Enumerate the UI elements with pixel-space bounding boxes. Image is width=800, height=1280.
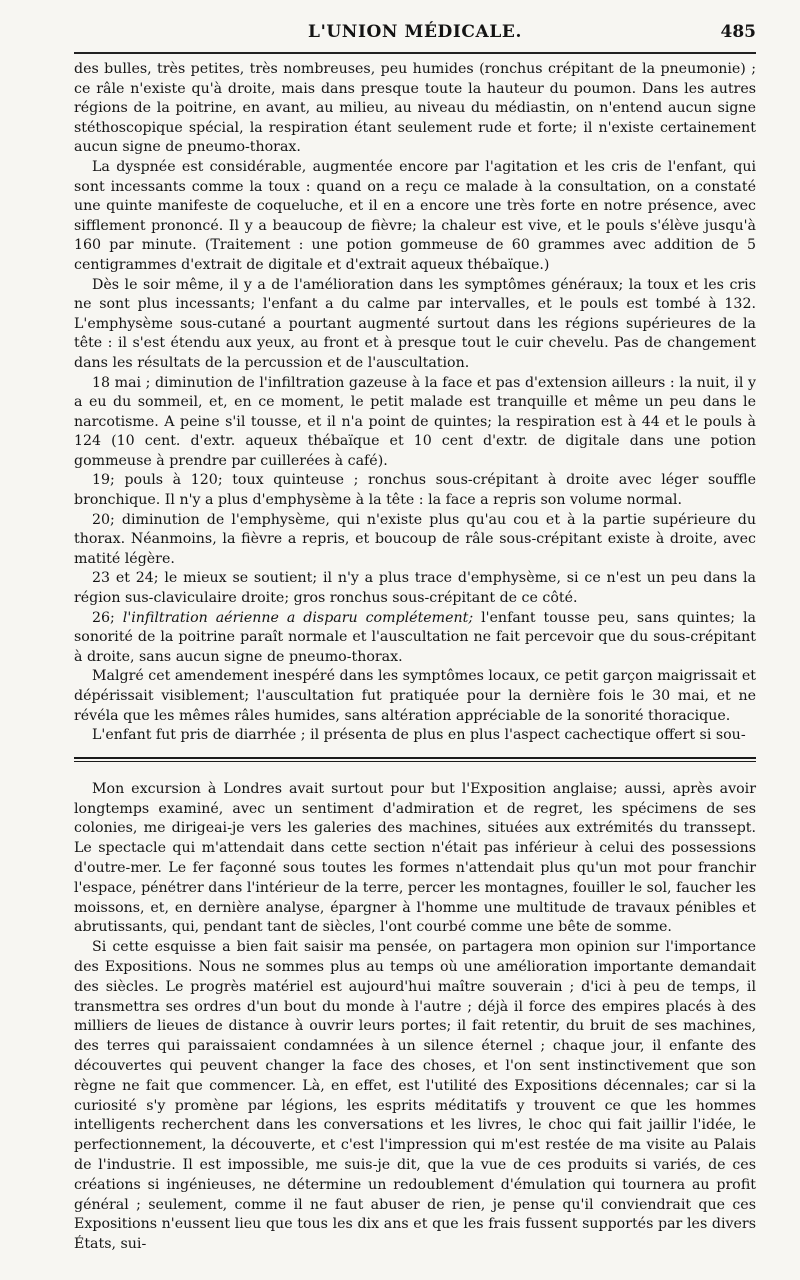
article-paragraph: 19; pouls à 120; toux quinteuse ; ronchus sous-crépitant à droite avec léger souffle bronchique. Il n'y a plus d'emphysème à la tête : la face a repris son volume normal. [74, 472, 756, 509]
page-header [74, 18, 756, 48]
article-paragraph: 23 et 24; le mieux se soutient; il n'y a plus trace d'emphysème, si ce n'est un peu dans la région sus-claviculaire droite; gros ronchus sous-crépitant de ce côté. [74, 570, 756, 607]
header-rule [74, 52, 756, 54]
article-paragraph: 18 mai ; diminution de l'infiltration gazeuse à la face et pas d'extension ailleurs : la nuit, il y a eu du sommeil, et, en ce moment, le petit malade est tranquille et même un peu dans le narcotisme. A peine s'il tousse, et il n'a point de quintes; la respiration est à 44 et le pouls à 124 (10 cent. d'extr. aqueux thébaïque et 10 cent d'extr. de digitale dans une potion gommeuse à prendre par cuillerées à café). [74, 374, 756, 469]
article-paragraph: L'enfant fut pris de diarrhée ; il présenta de plus en plus l'aspect cachectique offert si sou- [92, 727, 746, 744]
article-paragraph: Dès le soir même, il y a de l'amélioration dans les symptômes généraux; la toux et les cris ne sont plus incessants; l'enfant a du calme par intervalles, et le pouls est tombé à 132. L'emphysème sous-cutané a pourtant augmenté surtout dans les régions supérieures de la tête : il s'est étendu aux yeux, au front et à presque tout le cuir chevelu. Pas de changement dans les résultats de la percussion et de l'auscultation. [74, 276, 756, 371]
italic-phrase: l'infiltration aérienne a disparu complétement; [122, 609, 474, 626]
journal-title: L'UNION MÉDICALE. [308, 22, 522, 42]
article-paragraph: La dyspnée est considérable, augmentée encore par l'agitation et les cris de l'enfant, qui sont incessants comme la toux : quand on a reçu ce malade à la consultation, on a constaté une quinte manifeste de coqueluche, et il en a encore une très forte en notre présence, avec sifflement prononcé. Il y a beaucoup de fièvre; la chaleur est vive, et le pouls s'élève jusqu'à 160 par minute. (Traitement : une potion gommeuse de 60 grammes avec addition de 5 centigrammes d'extrait de digitale et d'extrait aqueux thébaïque.) [74, 158, 756, 273]
article-paragraph: Malgré cet amendement inespéré dans les symptômes locaux, ce petit garçon maigrissait et dépérissait visiblement; l'auscultation fut pratiquée pour la dernière fois le 30 mai, et ne révéla que les mêmes râles humides, sans altération appréciable de la sonorité thoracique. [74, 668, 756, 724]
article-paragraph-26 [74, 609, 756, 668]
feuilleton-paragraph: Mon excursion à Londres avait surtout pour but l'Exposition anglaise; aussi, après avoir longtemps examiné, avec un sentiment d'admiration et de regret, les spécimens de ses colonies, me dirigeai-je vers les galeries des machines, situées aux extrémités du transsept. Le spectacle qui m'attendait dans cette section n'était pas inférieur à celui des possessions d'outre-mer. Le fer façonné sous toutes les formes n'attendait plus qu'un mot pour franchir l'espace, pénétrer dans l'intérieur de la terre, percer les montagnes, fouiller le sol, faucher les moissons, et, en dernière analyse, épargner à l'homme une multitude de travaux pénibles et abrutissants, qui, pendant tant de siècles, l'ont courbé comme une bête de somme. [74, 780, 756, 936]
feuilleton-paragraph: Si cette esquisse a bien fait saisir ma pensée, on partagera mon opinion sur l'importance des Expositions. Nous ne sommes plus au temps où une amélioration importante demandait des siècles. Le progrès matériel est aujourd'hui maître souverain ; d'ici à peu de temps, il transmettra ses ordres d'un bout du monde à l'autre ; déjà il force des empires placés à des milliers de lieues de distance à ouvrir leurs portes; il fait retentir, du bruit de ses machines, des terres qui paraissaient condamnées à un silence éternel ; chaque jour, il enfante des découvertes qui peuvent changer la face des choses, et l'on sent instinctivement que son règne ne fait que commencer. Là, en effet, est l'utilité des Expositions décennales; car si la curiosité s'y promène par légions, les esprits méditatifs y trouvent ce que les hommes intelligents recherchent dans les conversations et les livres, le choc qui fait jaillir l'idée, le perfectionnement, la découverte, et c'est l'impression qui m'est restée de ma visite au Palais de l'industrie. Il est impossible, me suis-je dit, que la vue de ces produits si variés, de ces créations si ingénieuses, ne détermine un redoublement d'émulation qui tournera au profit général ; seulement, comme il ne faut abuser de rien, je pense qu'il conviendrait que ces Expositions n'eussent lieu que tous les dix ans et que les frais fussent supportés par les divers États, sui- [74, 939, 756, 1253]
paragraph-date: 26; [92, 609, 115, 626]
article-body [74, 60, 756, 746]
feuilleton-separator [74, 757, 756, 762]
page-number: 485 [720, 22, 756, 42]
feuilleton-body [74, 780, 756, 1255]
article-paragraph: des bulles, très petites, très nombreuses, peu humides (ronchus crépitant de la pneumonie) ; ce râle n'existe qu'à droite, mais dans presque toute la hauteur du poumon. Dans les autres régions de la poitrine, en avant, au milieu, au niveau du médiastin, on n'entend aucun signe stéthoscopique spécial, la respiration étant seulement rude et forte; il n'existe certainement aucun signe de pneumo-thorax. [74, 61, 756, 156]
article-paragraph: 20; diminution de l'emphysème, qui n'existe plus qu'au cou et à la partie supérieure du thorax. Néanmoins, la fièvre a repris, et boucoup de râle sous-crépitant existe à droite, avec matité légère. [74, 511, 756, 567]
paragraph-text: l'enfant tousse peu, sans quintes; la sonorité de la poitrine paraît normale et l'auscultation ne fait percevoir que du sous-crépitant à droite, sans aucun signe de pneumo-thorax. [74, 609, 757, 665]
